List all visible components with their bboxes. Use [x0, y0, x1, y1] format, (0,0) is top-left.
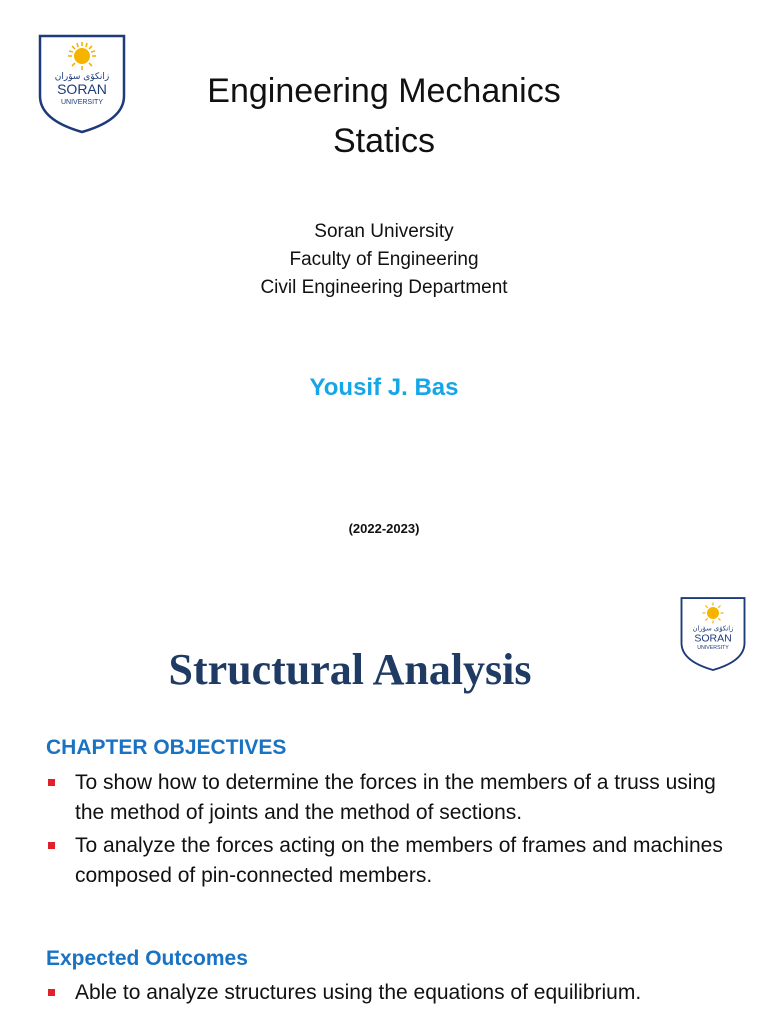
logo-name-line1: SORAN [694, 632, 732, 645]
list-item [46, 768, 746, 828]
list-item [46, 978, 746, 1008]
list-item [46, 831, 746, 891]
academic-year: (2022-2023) [348, 521, 420, 536]
outcomes-list [46, 978, 746, 1011]
bullet-square-icon [48, 989, 55, 996]
content-slide [0, 576, 768, 1024]
outcome-text: Able to analyze structures using the equations of equilibrium. [75, 981, 642, 1004]
info-department: Civil Engineering Department [260, 277, 508, 298]
logo-name-line1: SORAN [57, 81, 107, 97]
info-university: Soran University [314, 221, 454, 242]
info-faculty: Faculty of Engineering [289, 249, 479, 270]
logo-arabic-text: زانکۆی سۆران [54, 72, 110, 82]
slide-title-line2: Statics [332, 122, 436, 160]
outcomes-heading: Expected Outcomes [46, 947, 248, 970]
slide-title: Structural Analysis [168, 645, 532, 694]
logo-arabic-text: زانکۆی سۆران [692, 624, 734, 633]
author-name: Yousif J. Bas [309, 374, 459, 401]
logo-name-line2: UNIVERSITY [60, 99, 104, 106]
objective-text: To analyze the forces acting on the members of frames and machines composed of pin-connected members. [75, 834, 723, 887]
slide-title-line1: Engineering Mechanics [207, 72, 561, 110]
bullet-square-icon [48, 779, 55, 786]
objective-text: To show how to determine the forces in the members of a truss using the method of joints and the method of sections. [75, 771, 716, 824]
objectives-list [46, 768, 746, 894]
bullet-square-icon [48, 842, 55, 849]
objectives-heading: CHAPTER OBJECTIVES [46, 736, 287, 759]
logo-name-line2: UNIVERSITY [697, 645, 729, 651]
